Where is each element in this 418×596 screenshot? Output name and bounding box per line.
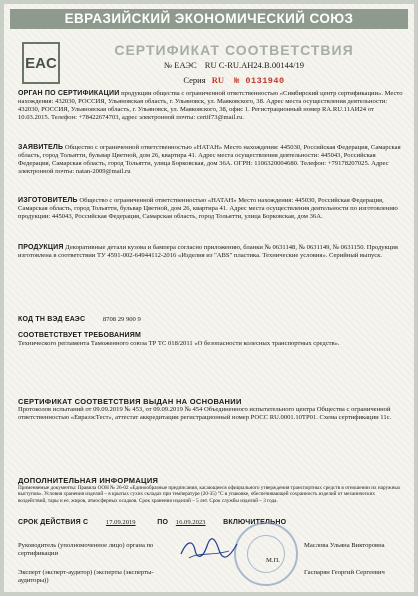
validity-from: 17.09.2019 bbox=[105, 519, 136, 526]
manufacturer-text: Общество с ограниченной ответственностью «НАТАН» Место нахождения: 445030, Российская Федерация, Самарская область, город Тольятти, бульвар Цветной, дом 26, квартира 41. Адрес места осуществления деятельности по изготовлению продукции: 445043, Российская Федерация, Самарская область, город Тольятти, улица Борковская, дом 36А. bbox=[18, 197, 398, 221]
head-role: Руководитель (уполномоченное лицо) органа по сертификации bbox=[18, 542, 154, 557]
expert-role: Эксперт (эксперт-аудитор) (эксперты (эксперты-аудиторы)) bbox=[18, 569, 154, 584]
reg-label: № ЕАЭС bbox=[164, 60, 197, 70]
manufacturer-heading: ИЗГОТОВИТЕЛЬ bbox=[18, 197, 78, 204]
applicant-section bbox=[18, 144, 404, 176]
head-name: Маслова Ульяна Викторовна bbox=[304, 542, 385, 549]
validity-to-label: ПО bbox=[157, 519, 169, 526]
extra-heading: ДОПОЛНИТЕЛЬНАЯ ИНФОРМАЦИЯ bbox=[18, 476, 159, 485]
requirements-text: Технического регламента Таможенного союза ТР ТС 018/2011 «О безопасности колесных транспортных средств». bbox=[18, 340, 340, 348]
extra-text: Применяемые документы: Правила ООН № 26-02 «Единообразные предписания, касающиеся официального утверждения транспортных средств в отношении их наружных выступов». Условия хранения изделий – в крытых сухих складах при температуре (20-35) °С в упаковке, обеспечивающей сохранность изделий от механических воздействий, тары и ее, жиров, атмосферных осадков. Срок хранения изделий – 5 лет. Срок службы изделий – 3 года. bbox=[18, 485, 401, 504]
extra-section bbox=[18, 477, 404, 504]
tnved-section bbox=[18, 316, 404, 324]
certificate-title: СЕРТИФИКАТ СООТВЕТСТВИЯ bbox=[114, 42, 354, 58]
registration-line bbox=[64, 60, 404, 70]
requirements-section bbox=[18, 332, 404, 348]
signature bbox=[179, 536, 239, 562]
series-code: RU bbox=[211, 75, 225, 85]
product-section bbox=[18, 244, 404, 260]
applicant-heading: ЗАЯВИТЕЛЬ bbox=[18, 144, 64, 151]
organ-heading: ОРГАН ПО СЕРТИФИКАЦИИ bbox=[18, 90, 120, 97]
basis-heading: СЕРТИФИКАТ СООТВЕТСТВИЯ ВЫДАН НА ОСНОВАНИИ bbox=[18, 397, 242, 406]
validity-line bbox=[18, 519, 404, 527]
product-heading: ПРОДУКЦИЯ bbox=[18, 244, 64, 251]
seal-stamp bbox=[234, 522, 298, 586]
expert-name: Гаспарян Георгий Сергеевич bbox=[304, 569, 385, 576]
requirements-heading: СООТВЕТСТВУЕТ ТРЕБОВАНИЯМ bbox=[18, 332, 142, 339]
validity-suffix: ВКЛЮЧИТЕЛЬНО bbox=[223, 519, 287, 526]
series-number: № 0131940 bbox=[234, 76, 285, 86]
stamp-label: М.П. bbox=[266, 557, 280, 564]
series-line bbox=[64, 75, 404, 86]
reg-number: RU C-RU.AH24.B.00144/19 bbox=[204, 60, 304, 70]
eac-logo: EAC bbox=[22, 42, 60, 84]
basis-text: Протоколов испытаний от 09.09.2019 № 453, от 09.09.2019 № 454 Объединенного испытательного центра Общества с ограниченной ответственностью «ЕвразэсТест», аттестат аккредитации регистрационный номер РОСС RU.0001.10ТР01. Схема сертификации 11с. bbox=[18, 406, 392, 422]
organ-section bbox=[18, 90, 404, 122]
product-text: Декоративные детали кузова и бампера согласно приложению, бланки № 0631148, № 0631149, № 0631150. Продукция изготовлена в соответствии ТУ 4591-002-64944112-2016 «Изделия из "ABS" пластика. Технические условия». Серийный выпуск. bbox=[18, 244, 398, 260]
manufacturer-section bbox=[18, 197, 404, 221]
tnved-value: 8708 29 900 9 bbox=[102, 316, 141, 323]
union-banner: ЕВРАЗИЙСКИЙ ЭКОНОМИЧЕСКИЙ СОЮЗ bbox=[10, 9, 408, 29]
seal-inner bbox=[247, 535, 285, 573]
tnved-heading: КОД ТН ВЭД ЕАЭС bbox=[18, 316, 86, 323]
validity-to: 16.09.2023 bbox=[175, 519, 206, 526]
organ-text: продукции общества с ограниченной ответственностью «Симбирский центр сертификации». Место нахождения: 432030, РОССИЯ, Ульяновская область, г. Ульяновск, ул. Маяковского, 38. Адрес места осуществления деятельности: 432030, РОССИЯ, Ульяновская область, г. Ульяновск, ул. Маяковского, 38, офис 1. Регистрационный номер RA.RU.11AИ24 от 10.03.2015. Телефон: +78422674703, адрес электронной почты: certif73@mail.ru. bbox=[18, 90, 403, 122]
validity-label: СРОК ДЕЙСТВИЯ С bbox=[18, 519, 89, 526]
basis-section bbox=[18, 398, 404, 422]
series-label: Серия bbox=[183, 75, 206, 85]
applicant-text: Общество с ограниченной ответственностью «НАТАН» Место нахождения: 445030, Российская Федерация, Самарская область, город Тольятти, бульвар Цветной, дом 26, квартира 41. Адрес места осуществления деятельности: 445043, Российская Федерация, Самарская область, город Тольятти, улица Борковская, дом 36А. ОГРН: 1106320004680. Телефон: +79178207025. Адрес электронной почты: natan-2009@mail.ru bbox=[18, 144, 401, 176]
